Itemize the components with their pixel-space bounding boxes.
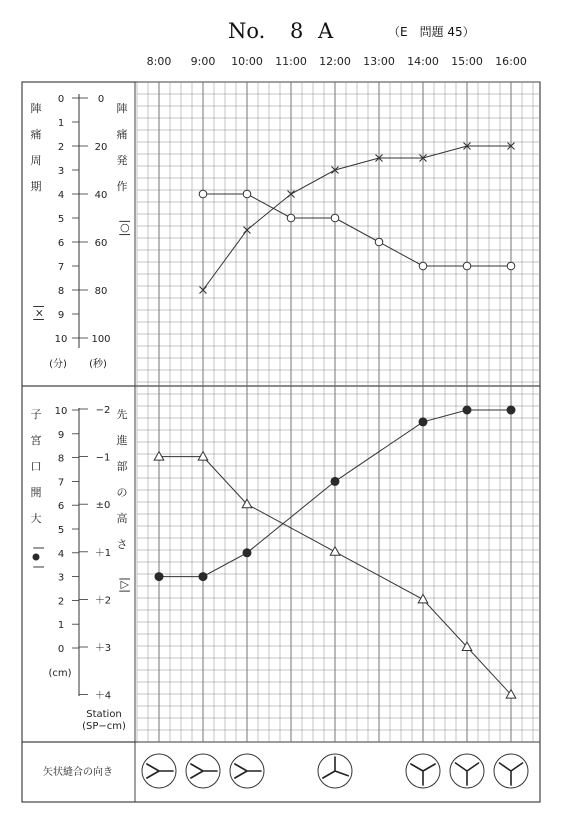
lower-left-tick-label: 8 xyxy=(57,453,65,465)
sagittal-suture-icons xyxy=(142,754,528,788)
lower-left-tick-label: 1 xyxy=(57,620,65,632)
contraction-interval-char: 痛 xyxy=(30,128,42,141)
station-char: 高 xyxy=(116,512,128,525)
upper-right-tick-label: 20 xyxy=(94,142,108,153)
lower-left-ticks xyxy=(55,406,79,655)
upper-left-tick-label: 6 xyxy=(57,238,65,249)
cervical-dilation-symbol-top: | xyxy=(33,546,46,550)
time-label: 10:00 xyxy=(231,55,263,68)
lower-left-tick-label: 3 xyxy=(57,572,65,584)
upper-left-tick-label: 5 xyxy=(57,214,65,225)
data-point-filled-circle xyxy=(155,573,163,581)
station-char: さ xyxy=(116,538,128,551)
contraction-duration-char: 陣 xyxy=(116,102,128,115)
cervical-dilation-char: 開 xyxy=(30,486,42,499)
upper-left-tick-label: 8 xyxy=(57,286,65,297)
data-point-open-triangle xyxy=(418,594,428,603)
contraction-interval-label xyxy=(31,101,42,193)
contraction-duration-char: 痛 xyxy=(116,128,128,141)
lower-right-tick-label: ＋4 xyxy=(94,690,112,702)
time-label: 11:00 xyxy=(275,55,307,68)
data-point-filled-circle xyxy=(199,573,207,581)
time-label: 13:00 xyxy=(363,55,395,68)
upper-left-ticks xyxy=(55,94,79,345)
data-point-open-triangle xyxy=(330,547,340,556)
upper-left-tick-label: 1 xyxy=(57,118,65,129)
station-unit-line1: Station xyxy=(86,709,122,720)
lower-left-tick-label: 2 xyxy=(57,596,65,608)
upper-left-tick-label: 4 xyxy=(57,190,65,201)
contraction-duration-label xyxy=(117,101,128,193)
upper-right-tick-label: 60 xyxy=(94,238,108,249)
time-label: 15:00 xyxy=(451,55,483,68)
data-point-open-circle xyxy=(463,262,471,270)
data-point-open-circle xyxy=(243,190,251,198)
data-point-filled-circle xyxy=(243,549,251,557)
station-char: 進 xyxy=(116,434,128,447)
data-point-open-circle xyxy=(419,262,427,270)
upper-right-unit: (秒) xyxy=(89,359,107,370)
contraction-interval-char: 陣 xyxy=(30,102,42,115)
contraction-interval-symbol: |×| xyxy=(33,304,46,322)
upper-left-unit: (分) xyxy=(49,359,67,370)
upper-left-tick-label: 3 xyxy=(57,166,65,177)
cervical-dilation-char: 大 xyxy=(30,512,42,525)
lower-right-tick-label: −1 xyxy=(95,452,111,464)
data-point-open-circle xyxy=(507,262,515,270)
cervical-dilation-char: 子 xyxy=(30,408,42,421)
title-letter: A xyxy=(318,19,334,43)
station-char: 先 xyxy=(116,408,128,421)
station-symbol: |△| xyxy=(119,577,132,593)
data-point-open-circle xyxy=(287,214,295,222)
grid xyxy=(137,82,540,742)
title-number: 8 xyxy=(290,19,304,43)
data-point-open-triangle xyxy=(154,452,164,461)
time-label: 16:00 xyxy=(495,55,527,68)
contraction-interval-char: 周 xyxy=(30,154,42,167)
data-point-filled-circle xyxy=(419,418,427,426)
lower-left-tick-label: 0 xyxy=(57,644,65,655)
station-unit-line2: (SP−cm) xyxy=(82,721,126,732)
upper-right-tick-label: 40 xyxy=(94,190,108,201)
station-label xyxy=(117,407,128,551)
contraction-duration-char: 発 xyxy=(116,154,128,167)
sagittal-suture-label: 矢状縫合の向き xyxy=(43,767,113,778)
data-point-open-circle xyxy=(331,214,339,222)
cervical-dilation-char: 宮 xyxy=(30,434,42,447)
data-point-open-triangle xyxy=(198,452,208,461)
lower-right-tick-label: ＋1 xyxy=(94,547,112,559)
contraction-interval-char: 期 xyxy=(30,180,42,193)
upper-left-tick-label: 2 xyxy=(57,142,65,153)
lower-left-tick-label: 7 xyxy=(57,477,65,489)
upper-left-tick-label: 9 xyxy=(57,310,65,321)
lower-right-tick-label: ＋2 xyxy=(94,595,112,607)
upper-right-ticks xyxy=(79,94,111,345)
data-point-filled-circle xyxy=(463,406,471,414)
subtitle: （E 問題 45） xyxy=(388,25,475,39)
station-char: 部 xyxy=(116,460,128,473)
contraction-duration-char: 作 xyxy=(116,180,128,193)
lower-left-tick-label: 9 xyxy=(57,429,65,441)
lower-left-tick-label: 6 xyxy=(57,501,65,513)
time-label: 9:00 xyxy=(190,55,216,68)
upper-left-tick-label: 10 xyxy=(54,334,68,345)
time-axis-labels xyxy=(147,55,527,68)
lower-left-unit: (cm) xyxy=(48,668,72,679)
lower-left-tick-label: 5 xyxy=(57,525,65,536)
data-point-open-circle xyxy=(375,238,383,246)
cervical-dilation-legend-marker xyxy=(33,554,40,561)
data-point-open-circle xyxy=(199,190,207,198)
upper-right-tick-label: 0 xyxy=(97,94,105,105)
lower-right-tick-label: −2 xyxy=(95,405,111,416)
time-label: 12:00 xyxy=(319,55,351,68)
data-point-filled-circle xyxy=(507,406,515,414)
upper-right-tick-label: 100 xyxy=(91,334,111,345)
lower-left-tick-label: 10 xyxy=(54,406,68,417)
lower-right-ticks xyxy=(79,405,111,702)
data-point-filled-circle xyxy=(331,477,339,485)
cervical-dilation-symbol-bottom: | xyxy=(33,565,46,569)
time-label: 8:00 xyxy=(146,55,172,68)
upper-right-tick-label: 80 xyxy=(94,286,108,297)
lower-right-tick-label: ±0 xyxy=(95,500,111,512)
upper-left-tick-label: 0 xyxy=(57,94,65,105)
time-label: 14:00 xyxy=(407,55,439,68)
lower-left-tick-label: 4 xyxy=(57,548,65,560)
lower-right-tick-label: ＋3 xyxy=(94,643,112,654)
title-no: No. xyxy=(228,19,266,43)
contraction-duration-symbol: |○| xyxy=(119,219,132,237)
station-char: の xyxy=(116,486,128,499)
cervical-dilation-char: 口 xyxy=(30,460,42,473)
upper-left-tick-label: 7 xyxy=(57,262,65,273)
cervical-dilation-label xyxy=(31,408,42,525)
